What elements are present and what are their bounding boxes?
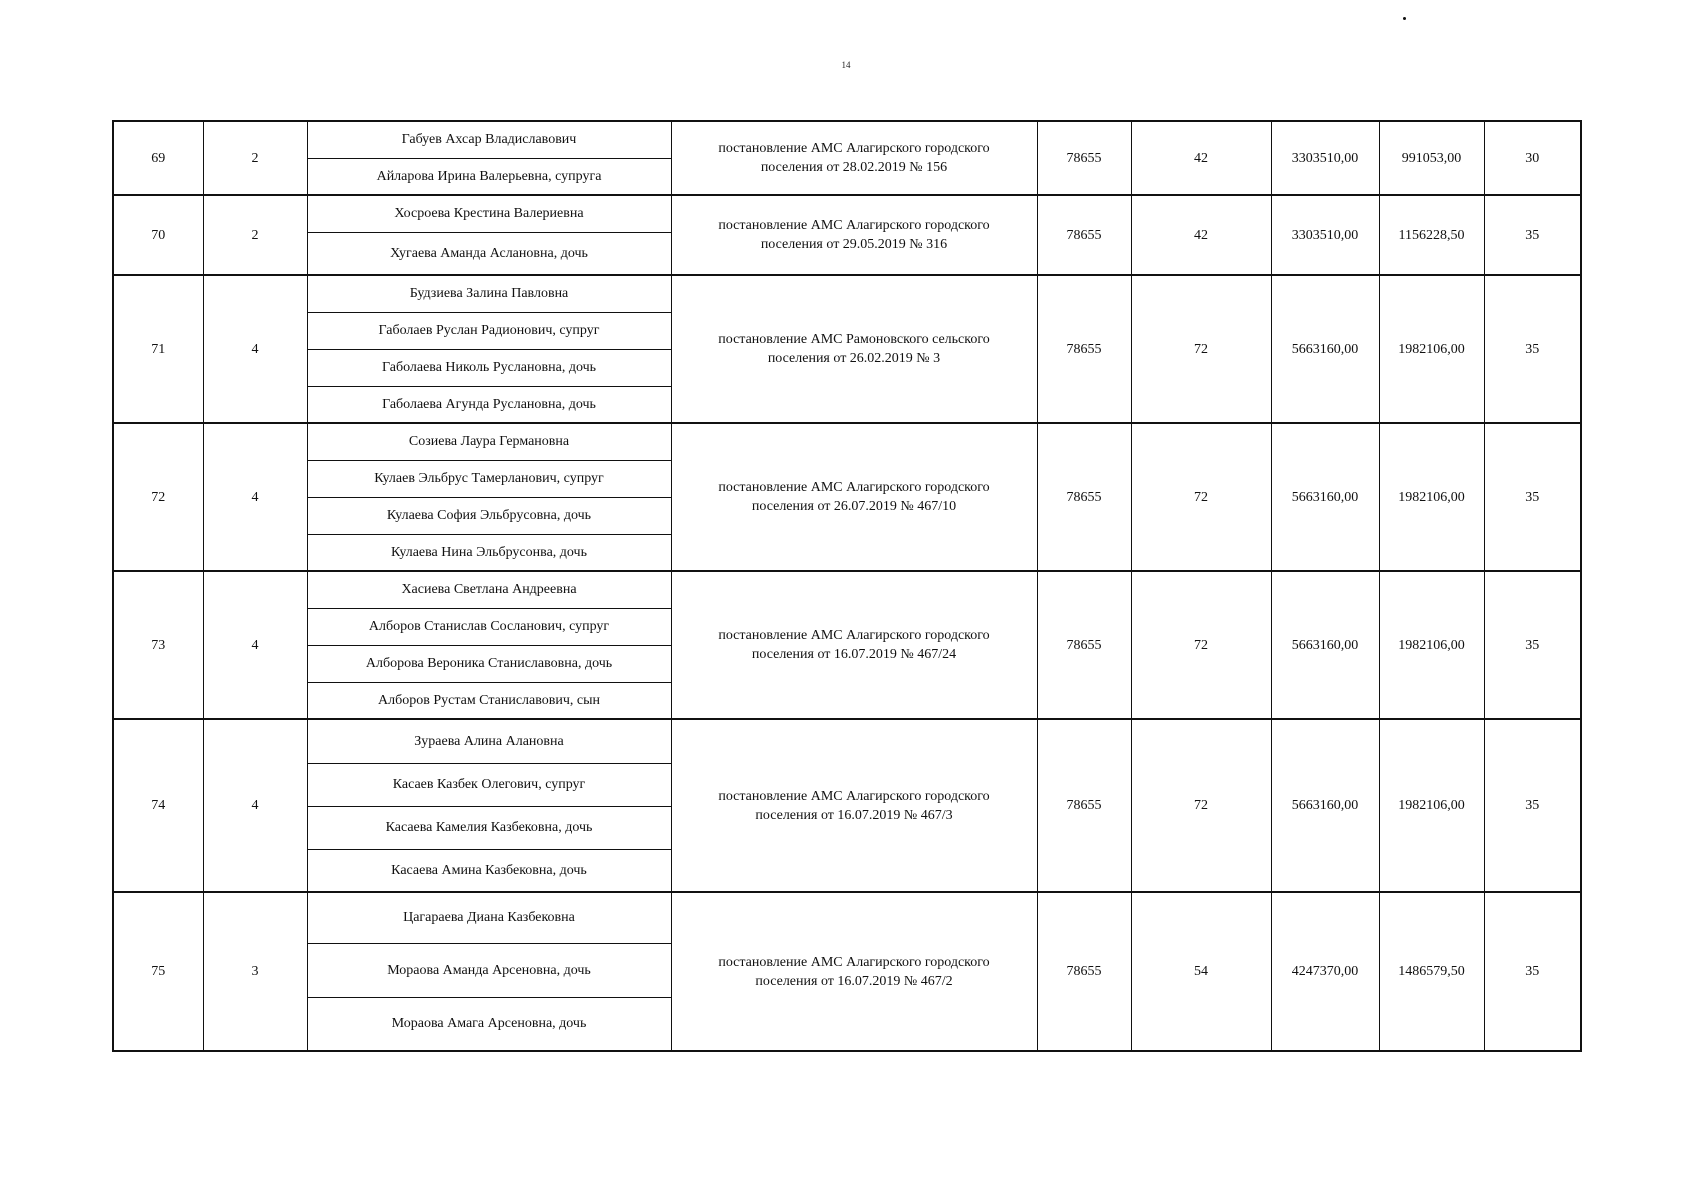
row-number: 72 (113, 423, 203, 571)
decree: постановление АМС Алагирского городского поселения от 26.07.2019 № 467/10 (671, 423, 1037, 571)
members-count: 2 (203, 195, 307, 275)
members-count: 2 (203, 121, 307, 195)
subsidy-amount: 1486579,50 (1379, 892, 1484, 1051)
family-member: Касаева Амина Казбековна, дочь (307, 849, 671, 892)
subsidy-percent: 35 (1484, 892, 1581, 1051)
members-count: 4 (203, 719, 307, 892)
table-row (113, 892, 1581, 943)
family-member: Цагараева Диана Казбековна (307, 892, 671, 943)
members-count: 4 (203, 423, 307, 571)
family-member: Касаев Казбек Олегович, супруг (307, 763, 671, 806)
table-row (113, 423, 1581, 460)
table-row (113, 195, 1581, 232)
decree: постановление АМС Алагирского городского поселения от 28.02.2019 № 156 (671, 121, 1037, 195)
decree: постановление АМС Алагирского городского поселения от 16.07.2019 № 467/3 (671, 719, 1037, 892)
members-count: 4 (203, 275, 307, 423)
area: 54 (1131, 892, 1271, 1051)
family-member: Хасиева Светлана Андреевна (307, 571, 671, 608)
cost-norm: 78655 (1037, 423, 1131, 571)
subsidy-percent: 35 (1484, 195, 1581, 275)
area: 42 (1131, 195, 1271, 275)
cost-norm: 78655 (1037, 571, 1131, 719)
row-number: 69 (113, 121, 203, 195)
beneficiaries-table (112, 120, 1582, 1052)
family-member: Айларова Ирина Валерьевна, супруга (307, 158, 671, 195)
family-member: Габолаева Николь Руслановна, дочь (307, 349, 671, 386)
family-member: Мораова Амага Арсеновна, дочь (307, 997, 671, 1051)
family-member: Зураева Алина Алановна (307, 719, 671, 763)
members-count: 3 (203, 892, 307, 1051)
subsidy-percent: 30 (1484, 121, 1581, 195)
family-member: Будзиева Залина Павловна (307, 275, 671, 312)
family-member: Касаева Камелия Казбековна, дочь (307, 806, 671, 849)
subsidy-amount: 1982106,00 (1379, 423, 1484, 571)
row-number: 70 (113, 195, 203, 275)
decree: постановление АМС Рамоновского сельского поселения от 26.02.2019 № 3 (671, 275, 1037, 423)
row-number: 73 (113, 571, 203, 719)
decree: постановление АМС Алагирского городского поселения от 16.07.2019 № 467/2 (671, 892, 1037, 1051)
table-row (113, 275, 1581, 312)
subsidy-amount: 1982106,00 (1379, 275, 1484, 423)
page-number: 14 (841, 60, 851, 70)
cost-norm: 78655 (1037, 275, 1131, 423)
family-member: Мораова Аманда Арсеновна, дочь (307, 943, 671, 997)
decree: постановление АМС Алагирского городского поселения от 29.05.2019 № 316 (671, 195, 1037, 275)
area: 72 (1131, 275, 1271, 423)
total-cost: 3303510,00 (1271, 195, 1379, 275)
subsidy-amount: 1982106,00 (1379, 719, 1484, 892)
total-cost: 5663160,00 (1271, 571, 1379, 719)
family-member: Габуев Ахсар Владиславович (307, 121, 671, 158)
row-number: 75 (113, 892, 203, 1051)
subsidy-amount: 1156228,50 (1379, 195, 1484, 275)
family-member: Габолаев Руслан Радионович, супруг (307, 312, 671, 349)
subsidy-percent: 35 (1484, 275, 1581, 423)
cost-norm: 78655 (1037, 121, 1131, 195)
subsidy-percent: 35 (1484, 423, 1581, 571)
total-cost: 4247370,00 (1271, 892, 1379, 1051)
decree: постановление АМС Алагирского городского поселения от 16.07.2019 № 467/24 (671, 571, 1037, 719)
total-cost: 5663160,00 (1271, 423, 1379, 571)
family-member: Кулаева Нина Эльбрусонва, дочь (307, 534, 671, 571)
family-member: Алборов Станислав Сосланович, супруг (307, 608, 671, 645)
cost-norm: 78655 (1037, 719, 1131, 892)
area: 72 (1131, 571, 1271, 719)
subsidy-amount: 991053,00 (1379, 121, 1484, 195)
row-number: 74 (113, 719, 203, 892)
table-body (113, 121, 1581, 1051)
family-member: Хосроева Крестина Валериевна (307, 195, 671, 232)
subsidy-percent: 35 (1484, 571, 1581, 719)
family-member: Хугаева Аманда Аслановна, дочь (307, 232, 671, 275)
family-member: Кулаева София Эльбрусовна, дочь (307, 497, 671, 534)
total-cost: 3303510,00 (1271, 121, 1379, 195)
area: 42 (1131, 121, 1271, 195)
subsidy-amount: 1982106,00 (1379, 571, 1484, 719)
area: 72 (1131, 719, 1271, 892)
family-member: Алборова Вероника Станиславовна, дочь (307, 645, 671, 682)
members-count: 4 (203, 571, 307, 719)
table-row (113, 121, 1581, 158)
row-number: 71 (113, 275, 203, 423)
cost-norm: 78655 (1037, 195, 1131, 275)
area: 72 (1131, 423, 1271, 571)
total-cost: 5663160,00 (1271, 719, 1379, 892)
family-member: Кулаев Эльбрус Тамерланович, супруг (307, 460, 671, 497)
table-row (113, 571, 1581, 608)
table-row (113, 719, 1581, 763)
family-member: Габолаева Агунда Руслановна, дочь (307, 386, 671, 423)
family-member: Созиева Лаура Германовна (307, 423, 671, 460)
family-member: Алборов Рустам Станиславович, сын (307, 682, 671, 719)
total-cost: 5663160,00 (1271, 275, 1379, 423)
cost-norm: 78655 (1037, 892, 1131, 1051)
subsidy-percent: 35 (1484, 719, 1581, 892)
scan-artifact-dot (1403, 17, 1406, 20)
